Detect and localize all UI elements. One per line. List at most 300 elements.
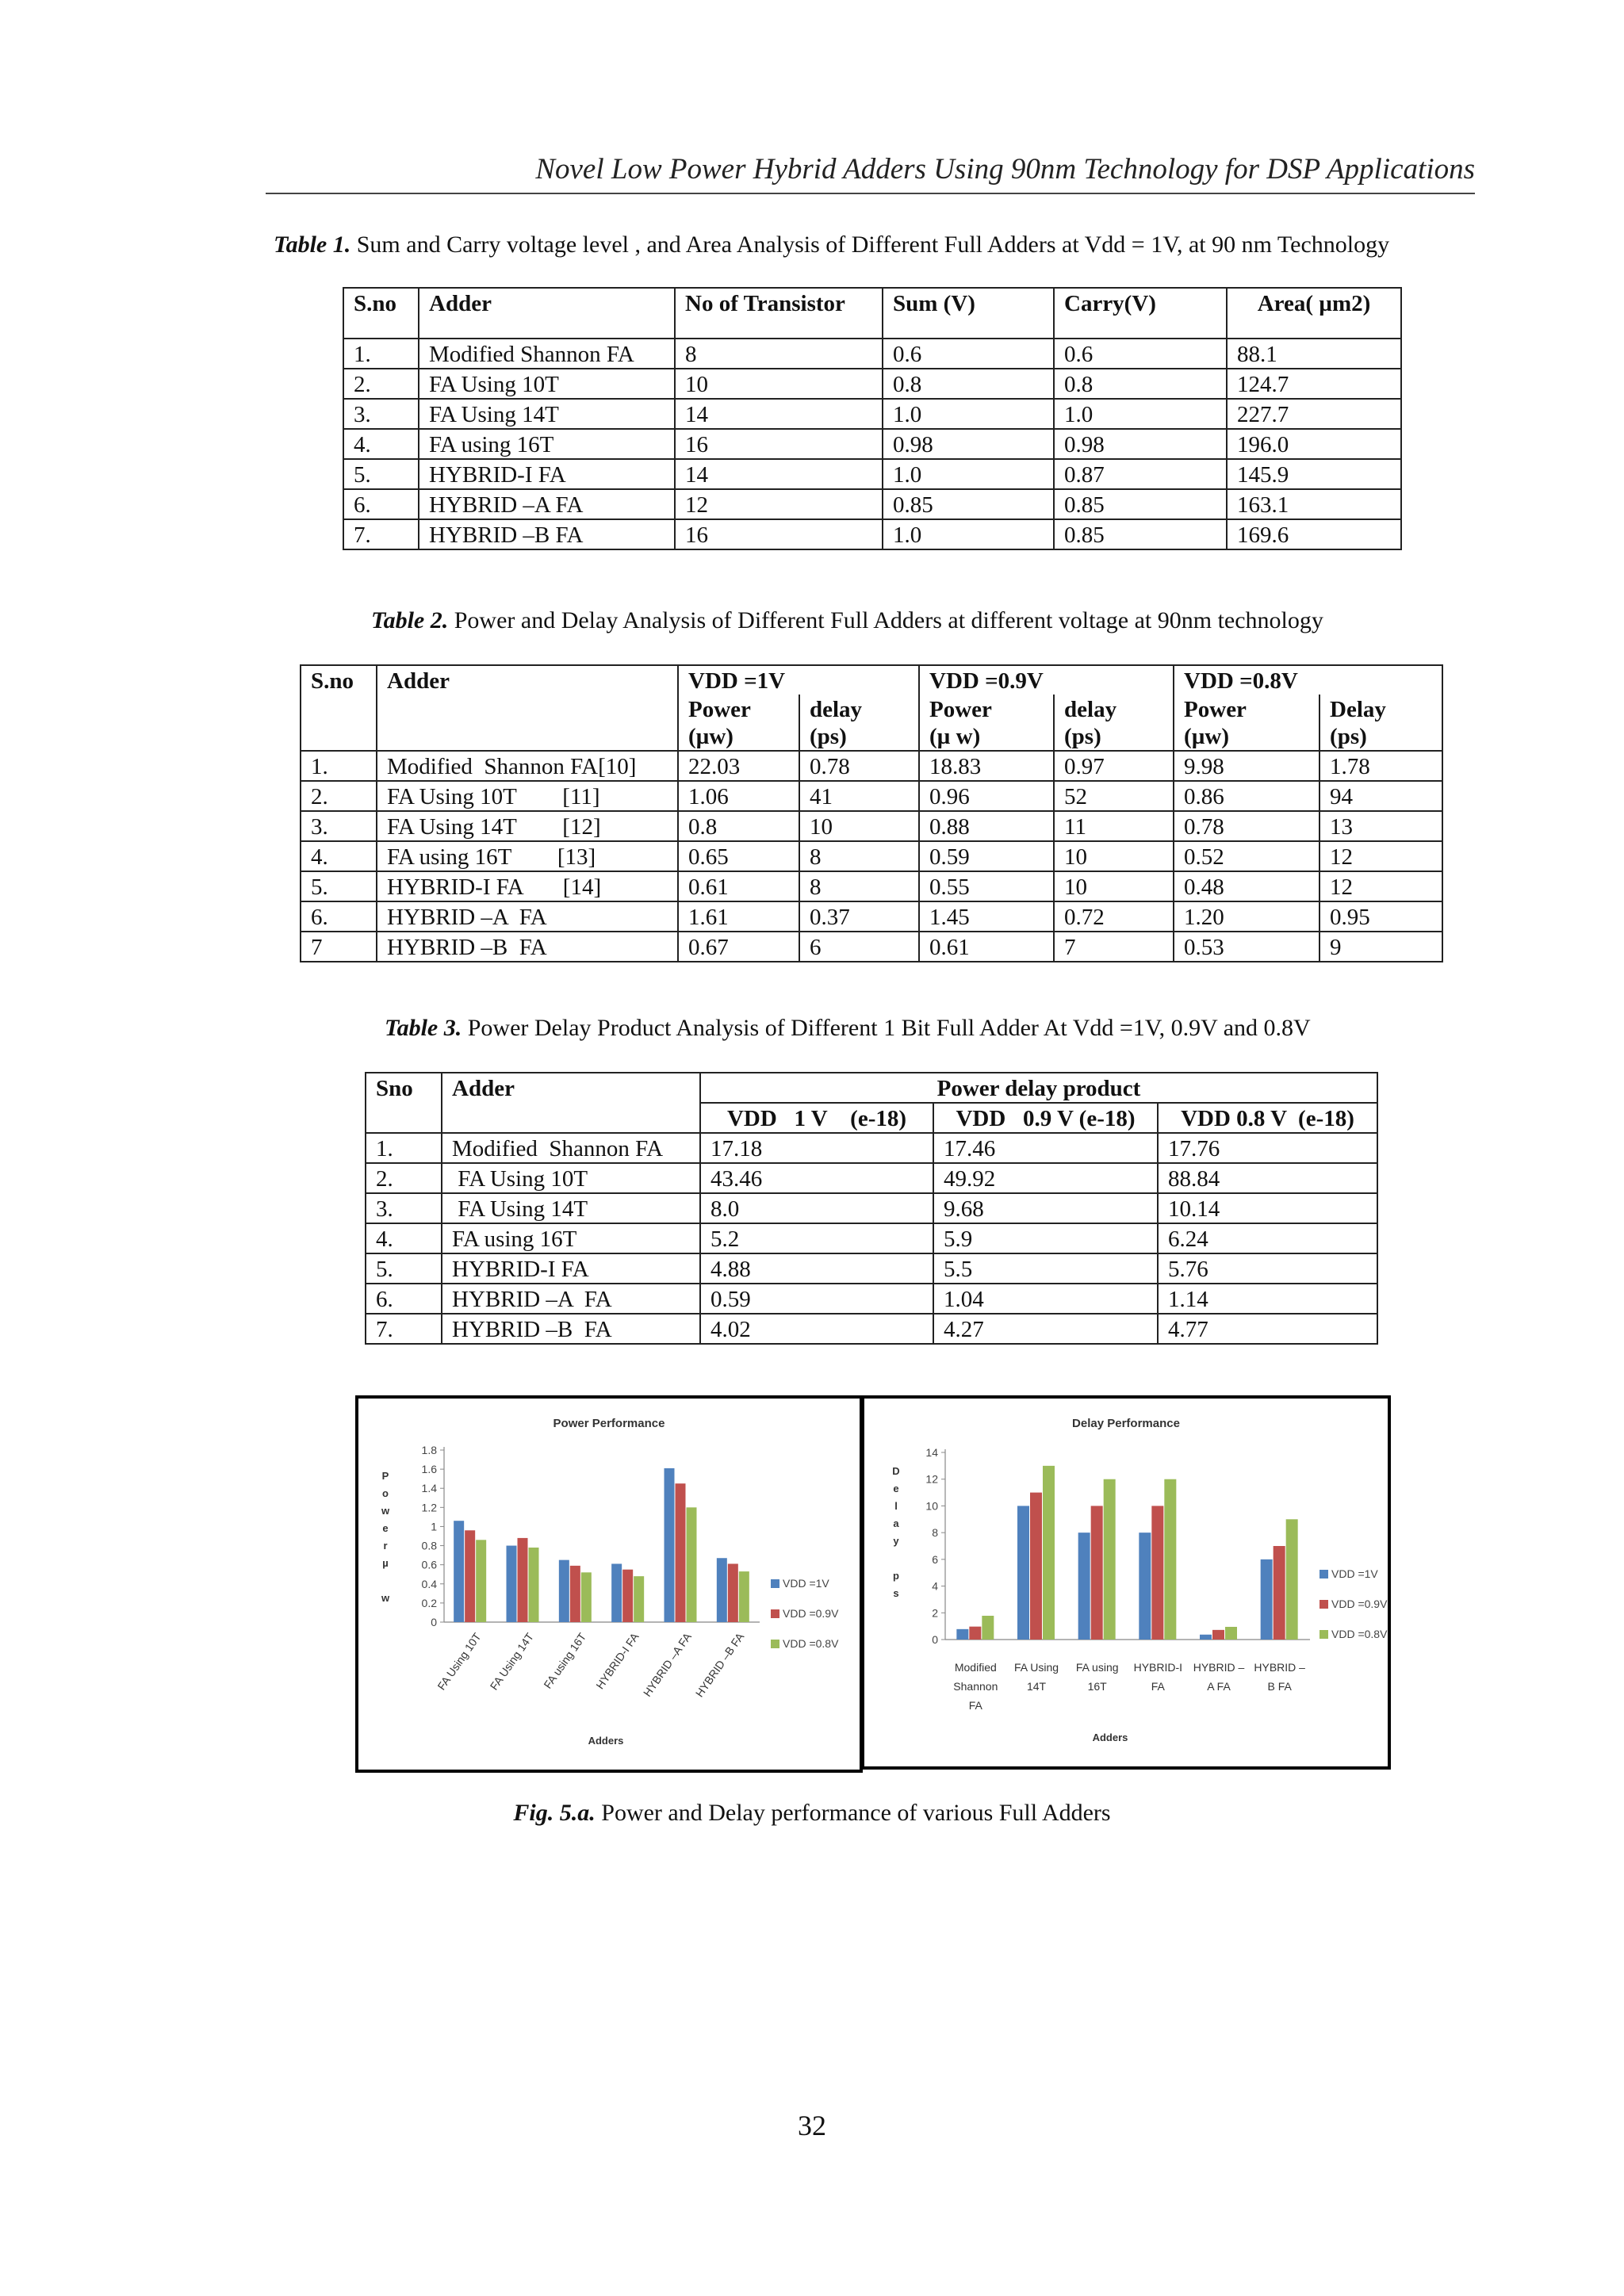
x-category-label-line: FA using bbox=[1075, 1661, 1119, 1674]
table-header-cell: No of Transistor bbox=[675, 288, 883, 339]
table3-label: Table 3. bbox=[385, 1015, 462, 1041]
subheader-unit: (µ w) bbox=[929, 724, 981, 749]
bar-vdd-0-8v bbox=[581, 1572, 592, 1622]
legend-swatch bbox=[771, 1609, 779, 1618]
table-cell: 0.96 bbox=[919, 781, 1054, 811]
table-row bbox=[301, 871, 1442, 901]
table-subheader-cell bbox=[1174, 695, 1320, 751]
table-cell: 10.14 bbox=[1158, 1193, 1377, 1223]
bar-vdd-1v bbox=[1078, 1533, 1090, 1640]
legend-swatch bbox=[771, 1579, 779, 1588]
table-row bbox=[366, 1163, 1377, 1193]
y-axis-label-letter: s bbox=[893, 1587, 899, 1599]
table-cell: 9.98 bbox=[1174, 751, 1320, 781]
figure-caption bbox=[0, 1800, 1624, 1827]
table-cell: 5.5 bbox=[933, 1253, 1158, 1284]
y-axis-label-letter: a bbox=[893, 1517, 899, 1529]
table-cell: 2. bbox=[343, 369, 419, 399]
y-tick-label: 8 bbox=[932, 1526, 938, 1540]
x-category-label-line: FA bbox=[968, 1699, 982, 1712]
table-header-cell: Adder bbox=[377, 665, 678, 751]
table-cell: 4.02 bbox=[700, 1314, 933, 1344]
table-cell: 0.78 bbox=[1174, 811, 1320, 841]
legend-swatch bbox=[1320, 1570, 1328, 1578]
y-axis-label-letter: µ bbox=[382, 1557, 389, 1569]
delay-chart-panel bbox=[861, 1395, 1391, 1770]
bar-vdd-0-8v bbox=[1225, 1627, 1237, 1640]
table-cell: 12 bbox=[675, 489, 883, 519]
table-cell: 7. bbox=[343, 519, 419, 549]
table1-caption-text: Sum and Carry voltage level , and Area Analysis of Different Full Adders at Vdd = 1V, at 90 nm Technology bbox=[350, 232, 1390, 258]
table-cell: 0.88 bbox=[919, 811, 1054, 841]
table-cell: 0.86 bbox=[1174, 781, 1320, 811]
table-cell: 0.98 bbox=[883, 429, 1054, 459]
bar-vdd-0-8v bbox=[982, 1616, 994, 1640]
x-category-label-line: Modified bbox=[954, 1661, 997, 1674]
subheader-unit: (µw) bbox=[688, 724, 733, 749]
table-header-row bbox=[343, 288, 1401, 339]
table-cell: HYBRID –B FA bbox=[377, 932, 678, 962]
table-cell: 11 bbox=[1054, 811, 1174, 841]
legend-entry: VDD =0.9V bbox=[1331, 1598, 1388, 1610]
subheader-unit: (µw) bbox=[1184, 724, 1229, 749]
table-cell: 0.85 bbox=[1054, 519, 1227, 549]
bar-vdd-0-8v bbox=[634, 1576, 644, 1622]
table-cell: 0.87 bbox=[1054, 459, 1227, 489]
x-category-label: HYBRID –B FA bbox=[692, 1630, 747, 1700]
y-tick-label: 10 bbox=[925, 1499, 938, 1513]
power-performance-chart bbox=[358, 1399, 860, 1770]
bar-vdd-0-9v bbox=[518, 1538, 528, 1622]
table-cell: 5.9 bbox=[933, 1223, 1158, 1253]
table-cell: FA using 16T bbox=[419, 429, 675, 459]
bar-vdd-0-8v bbox=[529, 1548, 539, 1622]
bar-vdd-0-9v bbox=[465, 1530, 475, 1622]
x-category-label: FA using 16T bbox=[541, 1630, 589, 1691]
table1-caption bbox=[274, 232, 1389, 258]
table-row bbox=[301, 781, 1442, 811]
table-cell: 1. bbox=[366, 1133, 442, 1163]
table-header-cell: Carry(V) bbox=[1054, 288, 1227, 339]
table-cell: 14 bbox=[675, 399, 883, 429]
bar-vdd-1v bbox=[717, 1558, 727, 1622]
y-axis-label-letter: y bbox=[893, 1535, 899, 1547]
table-cell: HYBRID-I FA bbox=[442, 1253, 700, 1284]
bar-vdd-1v bbox=[665, 1468, 675, 1622]
table-cell: 5. bbox=[366, 1253, 442, 1284]
subheader-unit: (ps) bbox=[1064, 724, 1101, 749]
table-cell: 16 bbox=[675, 519, 883, 549]
table-cell: 12 bbox=[1320, 871, 1442, 901]
table-cell: Modified Shannon FA bbox=[442, 1133, 700, 1163]
table-subheader-cell: VDD 0.9 V (e-18) bbox=[933, 1103, 1158, 1133]
y-tick-label: 4 bbox=[932, 1579, 938, 1593]
table-header-row bbox=[301, 665, 1442, 695]
table-cell: 1.0 bbox=[1054, 399, 1227, 429]
x-category-label-line: Shannon bbox=[953, 1680, 998, 1693]
table-cell: 0.59 bbox=[919, 841, 1054, 871]
y-tick-label: 14 bbox=[925, 1446, 938, 1459]
table-subheader-cell bbox=[1320, 695, 1442, 751]
table-row bbox=[343, 489, 1401, 519]
power-chart-panel bbox=[355, 1395, 863, 1773]
table-cell: 0.48 bbox=[1174, 871, 1320, 901]
y-axis-label-letter: l bbox=[894, 1500, 898, 1512]
table-group-header: VDD =1V bbox=[678, 665, 919, 695]
table-cell: HYBRID –A FA bbox=[442, 1284, 700, 1314]
table-header-cell: Adder bbox=[442, 1073, 700, 1133]
table-header-cell: Sum (V) bbox=[883, 288, 1054, 339]
chart-title: Power Performance bbox=[553, 1417, 665, 1430]
table-cell: 5.2 bbox=[700, 1223, 933, 1253]
table-cell: 52 bbox=[1054, 781, 1174, 811]
table-cell: 1.06 bbox=[678, 781, 799, 811]
bar-vdd-0-9v bbox=[1030, 1493, 1042, 1640]
subheader-line: Delay bbox=[1330, 697, 1386, 722]
x-category-label-line: A FA bbox=[1207, 1680, 1231, 1693]
table-cell: 1. bbox=[301, 751, 377, 781]
table-cell: 0.67 bbox=[678, 932, 799, 962]
table-row bbox=[366, 1284, 1377, 1314]
bar-vdd-1v bbox=[1261, 1559, 1273, 1640]
y-tick-label: 2 bbox=[932, 1606, 938, 1620]
table-cell: 9.68 bbox=[933, 1193, 1158, 1223]
table-cell: 0.61 bbox=[919, 932, 1054, 962]
table-cell: 1.20 bbox=[1174, 901, 1320, 932]
table-cell: 1. bbox=[343, 339, 419, 369]
y-tick-label: 0.4 bbox=[421, 1577, 437, 1590]
y-axis-label-letter: o bbox=[382, 1487, 389, 1499]
table-cell: 18.83 bbox=[919, 751, 1054, 781]
x-axis-title: Adders bbox=[588, 1735, 624, 1747]
legend-entry: VDD =0.8V bbox=[783, 1637, 839, 1650]
table-cell: FA Using 14T bbox=[419, 399, 675, 429]
table2-caption bbox=[371, 607, 1323, 634]
table-cell: 0.61 bbox=[678, 871, 799, 901]
y-tick-label: 1 bbox=[431, 1520, 437, 1533]
bar-vdd-1v bbox=[611, 1563, 622, 1622]
table-header-cell: Sno bbox=[366, 1073, 442, 1133]
y-tick-label: 0 bbox=[431, 1616, 437, 1628]
y-axis-label-letter: P bbox=[381, 1470, 389, 1482]
legend-entry: VDD =1V bbox=[1331, 1567, 1378, 1580]
table-cell: 0.95 bbox=[1320, 901, 1442, 932]
bar-vdd-0-8v bbox=[1164, 1479, 1176, 1640]
x-category-label-line: 16T bbox=[1087, 1680, 1107, 1693]
legend-swatch bbox=[1320, 1630, 1328, 1639]
table-cell: FA Using 10T bbox=[442, 1163, 700, 1193]
table-cell: 4.88 bbox=[700, 1253, 933, 1284]
subheader-line: delay bbox=[810, 697, 863, 722]
table-cell: FA Using 14T bbox=[442, 1193, 700, 1223]
y-tick-label: 6 bbox=[932, 1552, 938, 1566]
x-category-label: FA Using 10T bbox=[435, 1630, 484, 1693]
bar-vdd-0-8v bbox=[1043, 1466, 1055, 1640]
subheader-line: Power bbox=[1184, 697, 1247, 722]
table-cell: 4. bbox=[343, 429, 419, 459]
table-row bbox=[366, 1314, 1377, 1344]
bar-vdd-0-9v bbox=[1274, 1546, 1285, 1640]
y-axis-label-letter: r bbox=[383, 1540, 388, 1552]
y-tick-label: 0.2 bbox=[421, 1596, 437, 1609]
subheader-unit: (ps) bbox=[1330, 724, 1367, 749]
table-cell: 17.46 bbox=[933, 1133, 1158, 1163]
table-cell: 0.53 bbox=[1174, 932, 1320, 962]
table-cell: FA Using 10T [11] bbox=[377, 781, 678, 811]
table-cell: 0.8 bbox=[883, 369, 1054, 399]
bar-vdd-1v bbox=[956, 1629, 968, 1640]
table-cell: 5.76 bbox=[1158, 1253, 1377, 1284]
table1 bbox=[343, 287, 1402, 550]
table-cell: HYBRID-I FA [14] bbox=[377, 871, 678, 901]
bar-vdd-0-9v bbox=[676, 1483, 686, 1622]
x-category-label-line: HYBRID-I bbox=[1133, 1661, 1183, 1674]
table-header-cell: S.no bbox=[301, 665, 377, 751]
table-cell: 1.45 bbox=[919, 901, 1054, 932]
table-cell: 0.85 bbox=[1054, 489, 1227, 519]
table-cell: 0.8 bbox=[678, 811, 799, 841]
bar-vdd-0-9v bbox=[1212, 1630, 1224, 1640]
table-cell: 13 bbox=[1320, 811, 1442, 841]
legend-entry: VDD =0.9V bbox=[783, 1607, 839, 1620]
table-header-cell: S.no bbox=[343, 288, 419, 339]
bar-vdd-1v bbox=[507, 1546, 517, 1622]
x-category-label-line: 14T bbox=[1026, 1680, 1047, 1693]
table-row bbox=[343, 459, 1401, 489]
table-cell: FA Using 10T bbox=[419, 369, 675, 399]
y-tick-label: 12 bbox=[925, 1472, 938, 1486]
table-cell: 124.7 bbox=[1227, 369, 1401, 399]
table-cell: 0.55 bbox=[919, 871, 1054, 901]
table-cell: 2. bbox=[366, 1163, 442, 1193]
x-category-label: FA Using 14T bbox=[487, 1630, 536, 1693]
table-cell: HYBRID-I FA bbox=[419, 459, 675, 489]
table-row bbox=[343, 339, 1401, 369]
table-cell: 8 bbox=[799, 841, 919, 871]
x-category-label-line: HYBRID – bbox=[1254, 1661, 1305, 1674]
y-tick-label: 1.6 bbox=[421, 1463, 437, 1476]
table-cell: 12 bbox=[1320, 841, 1442, 871]
bar-vdd-0-8v bbox=[1104, 1479, 1116, 1640]
subheader-line: Power bbox=[929, 697, 992, 722]
subheader-line: delay bbox=[1064, 697, 1117, 722]
delay-performance-chart bbox=[864, 1399, 1388, 1766]
bar-vdd-0-9v bbox=[622, 1570, 633, 1622]
table-subheader-cell bbox=[678, 695, 799, 751]
table-cell: 10 bbox=[799, 811, 919, 841]
chart-title: Delay Performance bbox=[1072, 1417, 1180, 1430]
table2-label: Table 2. bbox=[371, 607, 449, 633]
table-cell: HYBRID –B FA bbox=[419, 519, 675, 549]
table-cell: 4.77 bbox=[1158, 1314, 1377, 1344]
y-tick-label: 1.2 bbox=[421, 1501, 437, 1514]
table-row bbox=[366, 1133, 1377, 1163]
table-cell: 0.65 bbox=[678, 841, 799, 871]
x-axis-title: Adders bbox=[1092, 1732, 1128, 1743]
table-cell: 163.1 bbox=[1227, 489, 1401, 519]
x-category-label: HYBRID –A FA bbox=[640, 1630, 694, 1699]
bar-vdd-0-8v bbox=[687, 1507, 697, 1622]
table-cell: 94 bbox=[1320, 781, 1442, 811]
table-cell: HYBRID –B FA bbox=[442, 1314, 700, 1344]
table2 bbox=[300, 664, 1443, 962]
x-category-label-line: HYBRID – bbox=[1193, 1661, 1245, 1674]
x-category-label: HYBRID-I FA bbox=[593, 1630, 642, 1692]
table-cell: Modified Shannon FA bbox=[419, 339, 675, 369]
y-axis-label-letter: w bbox=[381, 1505, 390, 1517]
table-cell: 0.6 bbox=[1054, 339, 1227, 369]
table3-caption-text: Power Delay Product Analysis of Different 1 Bit Full Adder At Vdd =1V, 0.9V and 0.8V bbox=[462, 1015, 1311, 1041]
table-cell: HYBRID –A FA bbox=[419, 489, 675, 519]
table-subheader-cell bbox=[1054, 695, 1174, 751]
table1-label: Table 1. bbox=[274, 232, 351, 258]
table-cell: 2. bbox=[301, 781, 377, 811]
y-axis-label-letter: w bbox=[381, 1592, 390, 1604]
table-cell: 0.72 bbox=[1054, 901, 1174, 932]
table-cell: 88.1 bbox=[1227, 339, 1401, 369]
table-cell: 0.52 bbox=[1174, 841, 1320, 871]
table-cell: 227.7 bbox=[1227, 399, 1401, 429]
table-group-header: VDD =0.9V bbox=[919, 665, 1174, 695]
table-cell: 5. bbox=[301, 871, 377, 901]
table-cell: 9 bbox=[1320, 932, 1442, 962]
table-row bbox=[301, 932, 1442, 962]
table-cell: 3. bbox=[301, 811, 377, 841]
y-axis-label-letter: e bbox=[893, 1483, 899, 1494]
table-subheader-cell: VDD 0.8 V (e-18) bbox=[1158, 1103, 1377, 1133]
bar-vdd-0-9v bbox=[969, 1627, 981, 1640]
table-cell: 14 bbox=[675, 459, 883, 489]
table-row bbox=[343, 429, 1401, 459]
table-cell: 88.84 bbox=[1158, 1163, 1377, 1193]
table-cell: HYBRID –A FA bbox=[377, 901, 678, 932]
table-header-cell: Adder bbox=[419, 288, 675, 339]
table-cell: 22.03 bbox=[678, 751, 799, 781]
table2-caption-text: Power and Delay Analysis of Different Full Adders at different voltage at 90nm technology bbox=[448, 607, 1323, 633]
table-header-cell: Area( µm2) bbox=[1227, 288, 1401, 339]
bar-vdd-1v bbox=[454, 1521, 464, 1622]
table-cell: 0.78 bbox=[799, 751, 919, 781]
table-cell: 6. bbox=[343, 489, 419, 519]
table-cell: 43.46 bbox=[700, 1163, 933, 1193]
table-cell: 1.04 bbox=[933, 1284, 1158, 1314]
table-cell: 7 bbox=[1054, 932, 1174, 962]
table-cell: 0.97 bbox=[1054, 751, 1174, 781]
table-cell: 8 bbox=[675, 339, 883, 369]
table-cell: 0.59 bbox=[700, 1284, 933, 1314]
table-group-header: VDD =0.8V bbox=[1174, 665, 1442, 695]
table-group-header: Power delay product bbox=[700, 1073, 1377, 1103]
bar-vdd-0-8v bbox=[476, 1540, 486, 1622]
table-cell: 145.9 bbox=[1227, 459, 1401, 489]
table-cell: 49.92 bbox=[933, 1163, 1158, 1193]
table-row bbox=[343, 369, 1401, 399]
figure-label: Fig. 5.a. bbox=[513, 1800, 596, 1826]
table-row bbox=[301, 841, 1442, 871]
table-row bbox=[301, 811, 1442, 841]
figure-caption-text: Power and Delay performance of various Full Adders bbox=[595, 1800, 1111, 1826]
table-subheader-cell bbox=[919, 695, 1054, 751]
table-cell: 8.0 bbox=[700, 1193, 933, 1223]
table-cell: 7. bbox=[366, 1314, 442, 1344]
table-cell: 0.8 bbox=[1054, 369, 1227, 399]
legend-swatch bbox=[771, 1640, 779, 1648]
y-axis-label-letter: D bbox=[892, 1465, 900, 1477]
table-cell: 5. bbox=[343, 459, 419, 489]
table-cell: 10 bbox=[1054, 871, 1174, 901]
table-cell: 16 bbox=[675, 429, 883, 459]
table-cell: Modified Shannon FA[10] bbox=[377, 751, 678, 781]
bar-vdd-1v bbox=[559, 1560, 569, 1622]
table-row bbox=[343, 519, 1401, 549]
table-cell: 4. bbox=[301, 841, 377, 871]
y-tick-label: 1.4 bbox=[421, 1482, 437, 1495]
bar-vdd-0-9v bbox=[1091, 1506, 1103, 1640]
table-cell: 8 bbox=[799, 871, 919, 901]
running-header: Novel Low Power Hybrid Adders Using 90nm Technology for DSP Applications bbox=[266, 152, 1475, 194]
table-cell: 1.0 bbox=[883, 459, 1054, 489]
table-cell: 17.18 bbox=[700, 1133, 933, 1163]
table-cell: 4. bbox=[366, 1223, 442, 1253]
table-row bbox=[366, 1223, 1377, 1253]
table-cell: 6. bbox=[366, 1284, 442, 1314]
bar-vdd-0-8v bbox=[1286, 1519, 1298, 1640]
table-cell: 196.0 bbox=[1227, 429, 1401, 459]
y-tick-label: 0.6 bbox=[421, 1558, 437, 1571]
table-subheader-cell bbox=[799, 695, 919, 751]
table3-caption bbox=[385, 1015, 1311, 1042]
table-cell: 4.27 bbox=[933, 1314, 1158, 1344]
table-cell: 0.37 bbox=[799, 901, 919, 932]
table-row bbox=[343, 399, 1401, 429]
bar-vdd-0-9v bbox=[570, 1566, 580, 1622]
table-cell: FA using 16T bbox=[442, 1223, 700, 1253]
legend-entry: VDD =1V bbox=[783, 1577, 829, 1590]
subheader-line: Power bbox=[688, 697, 751, 722]
legend-swatch bbox=[1320, 1600, 1328, 1609]
table-cell: 0.85 bbox=[883, 489, 1054, 519]
y-tick-label: 0 bbox=[932, 1633, 938, 1646]
legend-entry: VDD =0.8V bbox=[1331, 1628, 1388, 1640]
y-axis-label-letter: p bbox=[893, 1570, 899, 1582]
table-cell: 6 bbox=[799, 932, 919, 962]
table-cell: 1.78 bbox=[1320, 751, 1442, 781]
y-axis-label-letter: e bbox=[382, 1522, 389, 1534]
table-row bbox=[301, 751, 1442, 781]
table3 bbox=[365, 1072, 1378, 1345]
table-cell: 41 bbox=[799, 781, 919, 811]
table-row bbox=[301, 901, 1442, 932]
bar-vdd-0-9v bbox=[1151, 1506, 1163, 1640]
y-tick-label: 1.8 bbox=[421, 1444, 437, 1456]
table-cell: 1.61 bbox=[678, 901, 799, 932]
table-row bbox=[366, 1253, 1377, 1284]
table-subheader-cell: VDD 1 V (e-18) bbox=[700, 1103, 933, 1133]
bar-vdd-0-8v bbox=[739, 1571, 749, 1622]
bar-vdd-1v bbox=[1139, 1533, 1151, 1640]
table-row bbox=[366, 1193, 1377, 1223]
bar-vdd-1v bbox=[1017, 1506, 1029, 1640]
bar-vdd-0-9v bbox=[728, 1563, 738, 1622]
x-category-label-line: B FA bbox=[1267, 1680, 1292, 1693]
table-cell: 1.0 bbox=[883, 399, 1054, 429]
table-cell: 0.6 bbox=[883, 339, 1054, 369]
table-cell: 10 bbox=[675, 369, 883, 399]
table-cell: 10 bbox=[1054, 841, 1174, 871]
x-category-label-line: FA bbox=[1151, 1680, 1165, 1693]
table-cell: 1.14 bbox=[1158, 1284, 1377, 1314]
table-cell: 3. bbox=[366, 1193, 442, 1223]
